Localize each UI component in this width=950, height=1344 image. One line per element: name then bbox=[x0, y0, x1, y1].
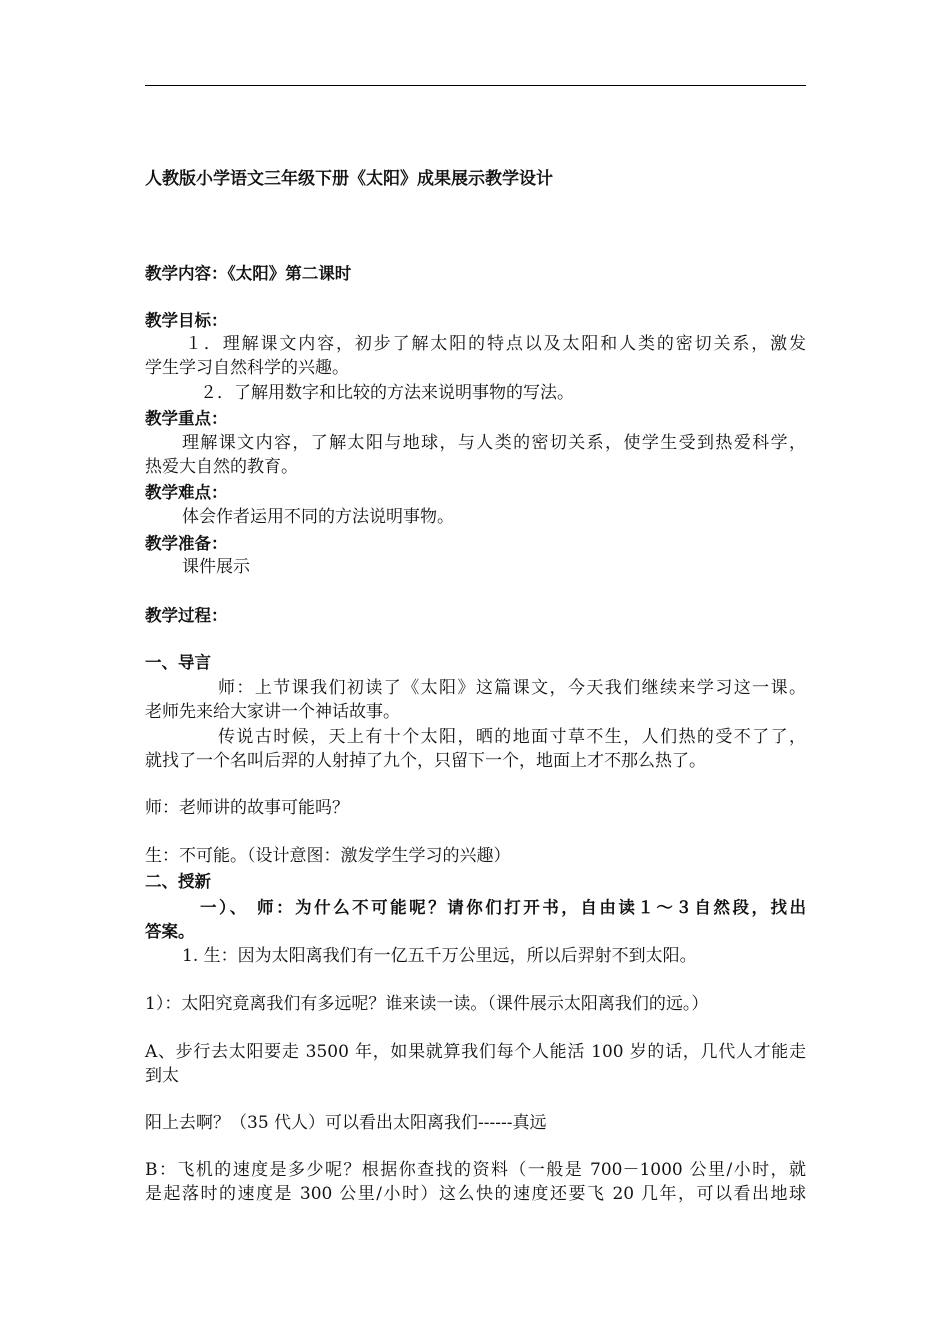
prep-text: 课件展示 bbox=[182, 557, 250, 577]
focus-line-1: 理解课文内容，了解太阳与地球，与人类的密切关系，使学生受到热爱科学， bbox=[182, 433, 806, 453]
section-1-heading: 一、导言 bbox=[145, 653, 211, 672]
goal-1-line-2: 学生学习自然科学的兴趣。 bbox=[145, 358, 349, 378]
goal-1-line-1: １．理解课文内容，初步了解太阳的特点以及太阳和人类的密切关系，激发 bbox=[185, 334, 806, 354]
intro-line-1: 师：上节课我们初读了《太阳》这篇课文，今天我们继续来学习这一课。 bbox=[218, 678, 806, 698]
teacher-question: 师：老师讲的故事可能吗？ bbox=[145, 798, 349, 818]
difficulty-text: 体会作者运用不同的方法说明事物。 bbox=[182, 507, 454, 527]
focus-line-2: 热爱大自然的教育。 bbox=[145, 457, 298, 477]
story-line-2: 就找了一个名叫后羿的人射掉了九个，只留下一个，地面上才不那么热了。 bbox=[145, 751, 706, 771]
focus-heading: 教学重点： bbox=[145, 409, 228, 428]
item-b-line-2: 是起落时的速度是 300 公里/小时）这么快的速度还要飞 20 几年，可以看出地球 bbox=[145, 1184, 806, 1204]
story-line-1: 传说古时候，天上有十个太阳，晒的地面寸草不生，人们热的受不了了， bbox=[218, 727, 806, 747]
item-b-line-1: B：飞机的速度是多少呢？根据你查找的资料（一般是 700－1000 公里/小时，就 bbox=[145, 1160, 806, 1180]
process-heading: 教学过程： bbox=[145, 606, 228, 625]
goal-2: ２．了解用数字和比较的方法来说明事物的写法。 bbox=[200, 383, 574, 403]
goals-heading: 教学目标： bbox=[145, 311, 228, 330]
intro-line-2: 老师先来给大家讲一个神话故事。 bbox=[145, 702, 400, 722]
item-a-line-1: A、步行去太阳要走 3500 年，如果就算我们每个人能活 100 岁的话，几代人才能走 bbox=[145, 1042, 806, 1062]
sub-1-line-2: 答案。 bbox=[145, 922, 195, 941]
difficulty-heading: 教学难点： bbox=[145, 483, 228, 502]
sub-1-line-1: 一）、 师：为什么不可能呢？请你们打开书，自由读１～３自然段，找出 bbox=[200, 898, 806, 917]
section-2-heading: 二、授新 bbox=[145, 872, 211, 891]
point-1: 1. 生：因为太阳离我们有一亿五千万公里远，所以后羿射不到太阳。 bbox=[182, 946, 697, 966]
document-title: 人教版小学语文三年级下册《太阳》成果展示教学设计 bbox=[145, 169, 553, 189]
prep-heading: 教学准备： bbox=[145, 534, 228, 553]
item-a-line-3: 阳上去啊？（35 代人）可以看出太阳离我们------真远 bbox=[145, 1113, 547, 1133]
item-a-line-2: 到太 bbox=[145, 1066, 179, 1086]
question-1: 1）：太阳究竟离我们有多远呢？谁来读一读。（课件展示太阳离我们的远。） bbox=[145, 994, 709, 1014]
content-label: 教学内容：《太阳》第二课时 bbox=[145, 264, 352, 283]
student-answer: 生：不可能。（设计意图：激发学生学习的兴趣） bbox=[145, 846, 511, 866]
header-rule bbox=[145, 85, 806, 86]
